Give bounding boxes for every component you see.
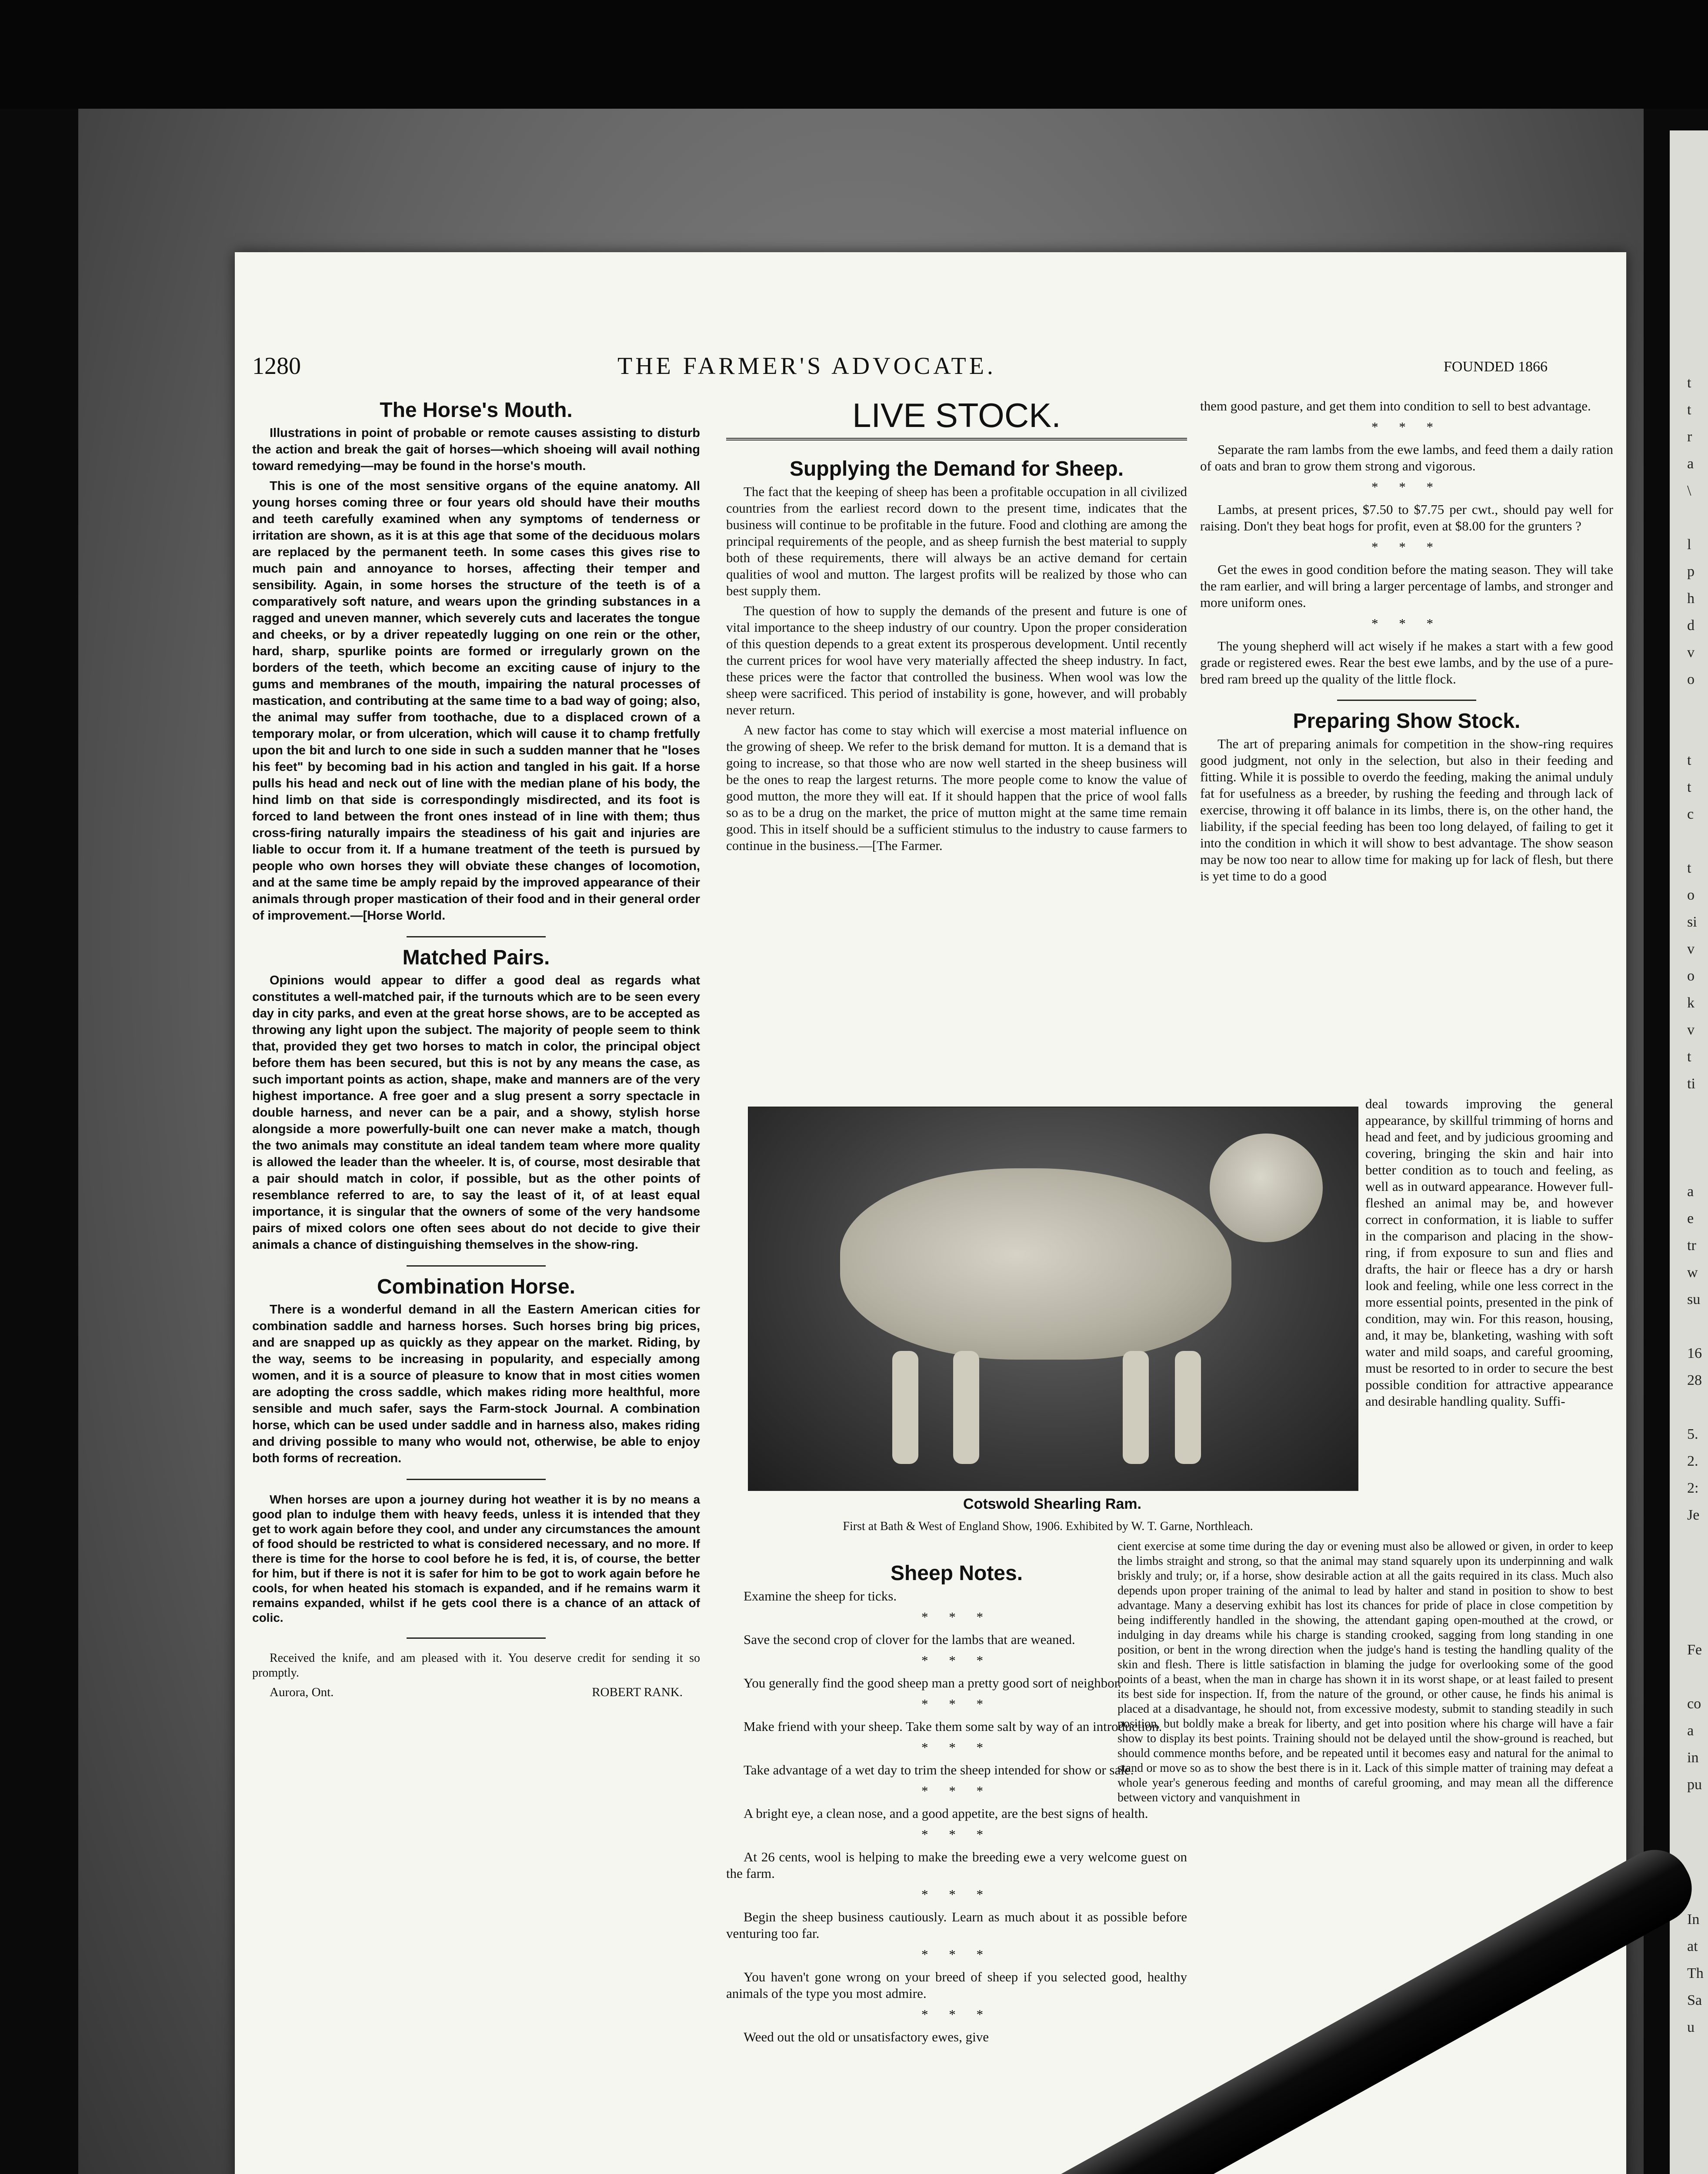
show-stock-title: Preparing Show Stock. — [1293, 710, 1521, 733]
sheep-note: Begin the sheep business cautiously. Learn as much about it as possible before venturing too far. — [726, 1909, 1187, 1941]
founded-date: FOUNDED 1866 — [1444, 359, 1548, 375]
note-separator: * * * — [1371, 479, 1442, 494]
divider — [407, 1265, 546, 1267]
supplying-p2: The question of how to supply the demands of the present and future is one of vital importance to the sheep industry of our country. Upon the proper consideration of this question depends to a great extent its prosperous development. Until recently the current prices for wool have very materially affected the sheep industry. In fact, these prices were the factor that controlled the business. When wool was low the sheep were sacrificed. This period of instability is gone, however, and will probably never return. — [726, 603, 1187, 717]
column-1 — [252, 398, 700, 1701]
sheep-note: Examine the sheep for ticks. — [744, 1588, 897, 1604]
sheep-leg — [1123, 1351, 1149, 1464]
note-separator: * * * — [1371, 616, 1442, 631]
note-separator: * * * — [921, 1947, 992, 1962]
sheep-note: Weed out the old or unsatisfactory ewes, give — [744, 2029, 989, 2044]
travel-note: When horses are upon a journey during hot weather it is by no means a good plan to indulge them with heavy feeds, unless it is intended that they get to work again before they cool, and under any circumstances the amount of food should be restricted to what is considered necessary, and no more. If there is time for the horse to cool before he is fed, it is, of course, the better for him, but if there is not it is safer for him to be got to work again before he cools, for when heated his stomach is expanded, and if he remains warm it remains expanded, whilst if he gets cool there is a chance of an attack of colic. — [252, 1493, 700, 1624]
sheep-note: them good pasture, and get them into condition to sell to best advantage. — [1200, 398, 1591, 413]
supplying-p1: The fact that the keeping of sheep has been a profitable occupation in all civilized countries from the earliest record down to the present time, indicates that the business will continue to be profitable in the future. Food and clothing are among the principal requirements of the people, and as sheep furnish the best material to supply both of these requirements, there will always be an active demand for certain qualities of wool and mutton. The largest profits will be realized by those who can best supply them. — [726, 484, 1187, 598]
knife-place: Aurora, Ont. — [270, 1685, 334, 1699]
note-separator: * * * — [921, 1740, 992, 1755]
divider — [1337, 700, 1476, 701]
column-2-top — [726, 457, 1187, 857]
film-border-top — [0, 0, 1708, 109]
page-number: 1280 — [252, 353, 301, 380]
note-separator: * * * — [921, 1696, 992, 1711]
divider — [407, 936, 546, 937]
column-3-bottom — [1118, 1539, 1613, 1809]
photo-caption-title: Cotswold Shearling Ram. — [963, 1496, 1141, 1512]
supplying-title: Supplying the Demand for Sheep. — [789, 457, 1124, 480]
photo-caption-credit: First at Bath & West of England Show, 1906. Exhibited by W. T. Garne, Northleach. — [843, 1520, 1253, 1533]
sheep-note: Lambs, at present prices, $7.50 to $7.75 per cwt., should pay well for raising. Don't they beat hogs for profit, even at $8.00 for the grunters ? — [1200, 502, 1613, 533]
sheep-fleece — [840, 1168, 1231, 1360]
show-stock-p1b: deal towards improving the general appearance, by skillful trimming of horns and head and feet, and by judicious grooming and covering, bringing the skin and hair into better condition as to touch and feeling, as well as in outward appearance. However full-fleshed an animal may be, and however correct in conformation, it is liable to suffer in the comparison and placing in the show-ring, if from exposure to sun and flies and drafts, the hair or fleece has a dry or harsh look and feeling, while one less correct in the more essential points, presented in the pink of condition, may win. For this reason, housing, and, it may be, blanketing, washing with soft water and mild soaps, and careful grooming, must be resorted to in order to secure the best possible condition for attractive appearance and desirable handling quality. Suffi- — [1365, 1096, 1613, 1409]
sheep-note: You haven't gone wrong on your breed of sheep if you selected good, healthy animals of the type you most admire. — [726, 1969, 1187, 2001]
sheep-note: Get the ewes in good condition before the mating season. They will take the ram earlier, and will bring a larger percentage of lambs, and stronger and more uniform ones. — [1200, 562, 1613, 610]
note-separator: * * * — [921, 2007, 992, 2022]
combination-horse-body: There is a wonderful demand in all the Eastern American cities for combination saddle and harness horses. Such horses bring big prices, and are snapped up as quickly as they appear on the market. Riding, by the way, seems to be increasing in popularity, and especially among women, and it is a source of pleasure to know that in most cities women are adopting the cross saddle, which makes riding more healthful, more sensible and much safer, says the Farm-stock Journal. A combination horse, which can be used under saddle and in harness also, makes riding and driving possible to many who would not, otherwise, be able to enjoy both forms of recreation. — [252, 1303, 700, 1465]
sheep-note: Take advantage of a wet day to trim the sheep intended for show or sale. — [744, 1762, 1134, 1777]
knife-letter: Received the knife, and am pleased with it. You deserve credit for sending it so promptly. — [252, 1651, 700, 1680]
note-separator: * * * — [921, 1887, 992, 1902]
divider — [407, 1479, 546, 1480]
publication-title: THE FARMER'S ADVOCATE. — [617, 353, 996, 380]
divider — [407, 1637, 546, 1639]
show-stock-p2: cient exercise at some time during the day or evening must also be allowed or given, in order to keep the limbs straight and strong, so that the animal may stand squarely upon its underpinning and walk briskly and truly; or, if a horse, show desirable action at all the gaits required in its class. Much also depends upon proper training of the animal to lead by halter and stand in position to show to best advantage. Many a deserving exhibit has lost its chances for pride of place in close competition by being indifferently handled in the showing, the attendant gaping open-mouthed at the crowd, or indulging in day dreams while his charge is standing crooked, sagging from long standing in one position, or bent in the wrong direction when the judge's hand is testing the handling quality of the skin and flesh. There is little satisfaction in blaming the judge for overlooking some of the good points of a beast, when the man in charge has shown it in its worst shape, or at least failed to present its best side for inspection. If, from the nature of the ground, or other cause, he finds his animal is placed at a disadvantage, he should not, from excessive modesty, submit to standing steadily in such position, but boldly make a break for liberty, and get into position where his charge will have a fair show to display its best points. Training should not be delayed until the show-ground is reached, but should commence months before, and be repeated until it becomes easy and natural for the animal to stand or move so as to show the best there is in it. Lack of this simple matter of training may defeat a whole year's generous feeding and months of careful grooming, and may mean all the difference between victory and vanquishment in — [1118, 1540, 1613, 1804]
sheep-leg — [892, 1351, 918, 1464]
newspaper-page — [235, 252, 1626, 2174]
note-separator: * * * — [1371, 419, 1442, 434]
matched-pairs-title: Matched Pairs. — [402, 946, 550, 969]
sheep-photo — [748, 1107, 1358, 1491]
knife-name: ROBERT RANK. — [592, 1685, 683, 1699]
knife-signature — [252, 1684, 700, 1701]
note-separator: * * * — [921, 1653, 992, 1668]
sheep-leg — [953, 1351, 979, 1464]
column-3-top — [1200, 398, 1613, 888]
matched-pairs-body: Opinions would appear to differ a good deal as regards what constitutes a well-matched pair, if the turnouts which are to be seen every day in city parks, and even at the great horse shows, are to be accepted as throwing any light upon the subject. The majority of people seem to think that, provided they get two horses to match in color, the principal object before them has been secured, but this is not by any means the case, as such important points as action, shape, make and manners are of the very highest importance. A free goer and a slug present a sorry spectacle in double harness, and never can be a pair, and a showy, stylish horse alongside a more powerfully-built one can never make a match, though the two animals may constitute an ideal tandem team where more quality is allowed the leader than the wheeler. It is, of course, most desirable that a pair should match in color, if possible, but as the other points of resemblance referred to are, to say the least of it, of at least equal importance, it is singular that the owners of some of the very handsome pairs of mixed colors one often sees about do not decide to give their animals a chance of distinguishing themselves in the show-ring. — [252, 974, 700, 1252]
section-title: LIVE STOCK. — [726, 396, 1187, 440]
combination-horse-title: Combination Horse. — [377, 1275, 576, 1298]
horses-mouth-title: The Horse's Mouth. — [380, 399, 573, 422]
sheep-notes-title: Sheep Notes. — [890, 1562, 1023, 1585]
sheep-note: A bright eye, a clean nose, and a good appetite, are the best signs of health. — [744, 1806, 1148, 1821]
sheep-leg — [1175, 1351, 1201, 1464]
note-separator: * * * — [1371, 539, 1442, 554]
column-3-beside-photo — [1365, 1096, 1613, 1413]
note-separator: * * * — [921, 1783, 992, 1798]
note-separator: * * * — [921, 1609, 992, 1624]
adjacent-page-fragments: t t r a \ l p h d v o t t c t o si v o k v t ti a e tr w su 16 28 5. 2. 2: Je Fe co a in pu In at Th Sa u — [1687, 375, 1704, 2035]
sheep-note: At 26 cents, wool is helping to make the breeding ewe a very welcome guest on the farm. — [726, 1849, 1187, 1881]
sheep-note: Save the second crop of clover for the lambs that are weaned. — [744, 1632, 1075, 1647]
sheep-head — [1210, 1134, 1323, 1242]
sheep-note: Make friend with your sheep. Take them some salt by way of an introduction. — [744, 1719, 1162, 1734]
horses-mouth-body: This is one of the most sensitive organs of the equine anatomy. All young horses coming three or four years old should have their mouths and teeth carefully examined when any symptoms of tenderness or irritation are shown, as it is at this age that some of the deciduous molars are replaced by the permanent teeth. In some cases this gives rise to much pain and annoyance to horses, affecting their temper and sensibility. Again, in some horses the structure of the teeth is of a comparatively soft nature, and wears upon the grinding substances in a ragged and uneven manner, which severely cuts and lacerates the tongue and cheeks, or by a driver repeatedly lugging on one rein or the other, hard, sharp, spurlike points are formed or irregularly grown on the borders of the teeth, which become an exciting cause of injury to the gums and membranes of the mouth, impairing the natural processes of mastication, and contributing at the same time to a bad way of going; also, the animal may suffer from toothache, due to a displaced crown of a temporary molar, or from ulceration, which will cause it to champ fretfully upon the bit and lurch to one side in such a sudden manner that he "loses his feet" by becoming bad in his action and tangled in his gait. If a horse pulls his head and neck out of line with the median plane of his body, the hind limb on that side is correspondingly misdirected, and its foot is forced to land between the front ones instead of in line with them; thus cross-firing naturally impairs the steadiness of his gait and injuries are liable to occur from it. If a humane treatment of the teeth is pursued by people who own horses they will obviate these changes of locomotion, and at the same time be amply repaid by the improved appearance of their animals through proper mastication of their food and in their general order of improvement.—[Horse World. — [252, 479, 700, 923]
sheep-note: Separate the ram lambs from the ewe lambs, and feed them a daily ration of oats and bran to grow them strong and vigorous. — [1200, 442, 1613, 473]
sheep-note: You generally find the good sheep man a pretty good sort of neighbor. — [744, 1675, 1121, 1691]
show-stock-p1: The art of preparing animals for competition in the show-ring requires good judgment, not only in the selection, but also in their feeding and fitting. While it is possible to overdo the feeding, making the animal unduly fat for usefulness as a breeder, by rushing the feeding and through lack of exercise, throwing it off balance in its limbs, there is, on the other hand, the liability, if the special feeding has been too long delayed, of failing to get it into the condition in which it will show to best advantage. The show season may be now too near to allow time for making up for lack of flesh, but there is yet time to do a good — [1200, 736, 1613, 884]
supplying-p3: A new factor has come to stay which will exercise a most material influence on the growing of sheep. We refer to the brisk demand for mutton. It is a demand that is going to increase, so that those who are now well started in the sheep business will be the ones to reap the largest returns. The more people come to know the value of good mutton, the more they will eat. If it should happen that the price of wool falls so as to be a drug on the market, the price of mutton might at the same time remain good. This in itself should be a sufficient stimulus to the industry to cause farmers to continue in the business.—[The Farmer. — [726, 722, 1187, 853]
sheep-note: The young shepherd will act wisely if he makes a start with a few good grade or registered ewes. Rear the best ewe lambs, and by the use of a pure-bred ram breed up the quality of the little flock. — [1200, 638, 1613, 687]
note-separator: * * * — [921, 1827, 992, 1842]
horses-mouth-intro: Illustrations in point of probable or remote causes assisting to disturb the action and break the gait of horses—which shoeing will avail nothing toward remedying—may be found in the horse's mouth. — [252, 426, 700, 473]
